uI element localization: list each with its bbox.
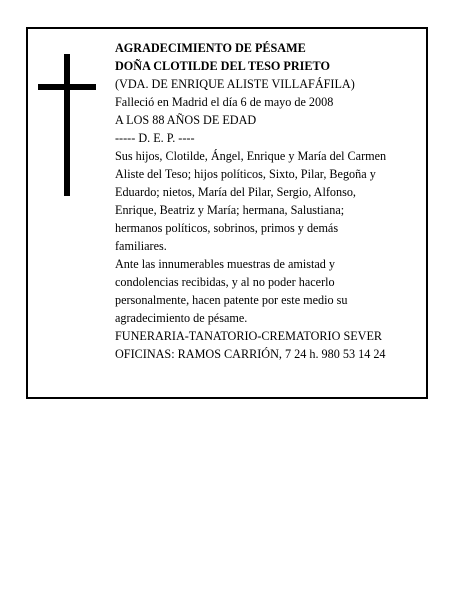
family-line: hermanos políticos, sobrinos, primos y demás [115,221,339,235]
deceased-name: DOÑA CLOTILDE DEL TESO PRIETO [115,59,330,73]
family-paragraph [115,147,425,255]
cross-icon-arm [38,84,96,90]
death-line: Falleció en Madrid el día 6 de mayo de 2008 [115,95,334,109]
family-line: Sus hijos, Clotilde, Ángel, Enrique y María del Carmen [115,149,387,163]
family-line: Eduardo; nietos, María del Pilar, Sergio, Alfonso, [115,185,356,199]
thanks-line: personalmente, hacen patente por este medio su [115,293,348,307]
notice-title: AGRADECIMIENTO DE PÉSAME [115,41,306,55]
thanks-line: Ante las innumerables muestras de amistad y [115,257,335,271]
thanks-paragraph [115,255,425,327]
family-line: familiares. [115,239,167,253]
age-line: A LOS 88 AÑOS DE EDAD [115,113,257,127]
family-line: Aliste del Teso; hijos políticos, Sixto, Pilar, Begoña y [115,167,376,181]
obituary-text [115,39,425,363]
cross-icon [64,54,70,196]
office-line: OFICINAS: RAMOS CARRIÓN, 7 24 h. 980 53 14 24 [115,347,386,361]
family-line: Enrique, Beatriz y María; hermana, Salustiana; [115,203,345,217]
funeral-home-line: FUNERARIA-TANATORIO-CREMATORIO SEVER [115,329,383,343]
widow-line: (VDA. DE ENRIQUE ALISTE VILLAFÁFILA) [115,77,355,91]
thanks-line: agradecimiento de pésame. [115,311,248,325]
thanks-line: condolencias recibidas, y al no poder hacerlo [115,275,335,289]
rip-line: ----- D. E. P. ---- [115,131,195,145]
